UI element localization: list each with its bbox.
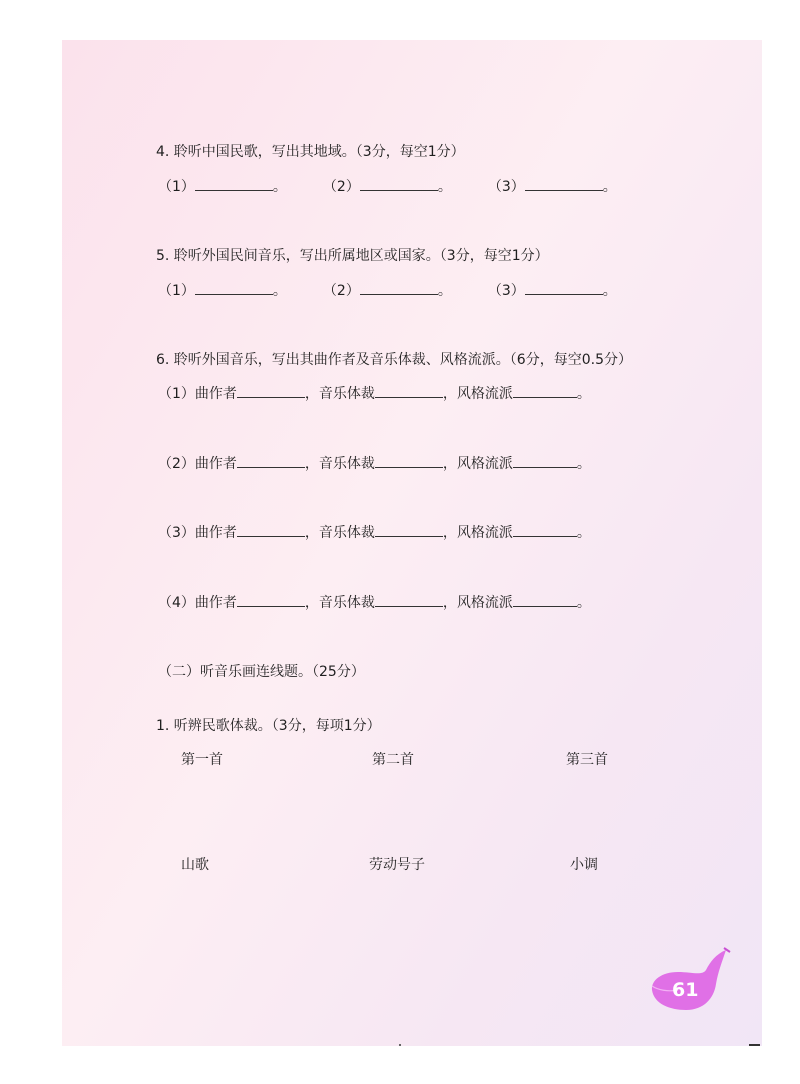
q1-title: 1. 听辨民歌体裁。（3分，每项1分）	[156, 718, 381, 734]
q5-blank1-label: （1）	[158, 283, 195, 299]
q6-row-1: （1）曲作者 ，音乐体裁 ，风格流派 。	[158, 386, 591, 402]
q4-blank1[interactable]	[195, 178, 273, 191]
q6-row-4: （4）曲作者 ，音乐体裁 ，风格流派 。	[158, 595, 591, 611]
section2-title: （二）听音乐画连线题。（25分）	[158, 664, 365, 680]
q4-blank1-label: （1）	[158, 179, 195, 195]
q5-blank1[interactable]	[195, 282, 273, 295]
q6-row-3: （3）曲作者 ，音乐体裁 ，风格流派 。	[158, 525, 591, 541]
match-bottom-1[interactable]: 山歌	[181, 857, 209, 873]
q4-blank3[interactable]	[525, 178, 603, 191]
q5-blank2-label: （2）	[322, 283, 360, 299]
q4-answers: （1） 。 （2） 。 （3） 。	[158, 179, 617, 195]
q6-row4-composer-blank[interactable]	[237, 594, 305, 607]
q6-row3-genre-blank[interactable]	[375, 524, 443, 537]
q6-row1-composer-blank[interactable]	[237, 385, 305, 398]
q4-title: 4. 聆听中国民歌，写出其地域。（3分，每空1分）	[156, 144, 465, 160]
q5-blank2[interactable]	[360, 282, 438, 295]
q5-blank3[interactable]	[525, 282, 603, 295]
q6-title: 6. 聆听外国音乐，写出其曲作者及音乐体裁、风格流派。（6分，每空0.5分）	[156, 352, 632, 368]
q6-row4-genre-blank[interactable]	[375, 594, 443, 607]
q6-row3-style-blank[interactable]	[513, 524, 577, 537]
match-bottom-3[interactable]: 小调	[570, 857, 598, 873]
q4-blank2-label: （2）	[322, 179, 360, 195]
q6-row2-genre-blank[interactable]	[375, 455, 443, 468]
match-bottom-2[interactable]: 劳动号子	[369, 857, 425, 873]
q5-answers: （1） 。 （2） 。 （3） 。	[158, 283, 617, 299]
q6-row-2: （2）曲作者 ，音乐体裁 ，风格流派 。	[158, 456, 591, 472]
q6-row2-composer-blank[interactable]	[237, 455, 305, 468]
q6-row1-genre-blank[interactable]	[375, 385, 443, 398]
q6-row3-composer-blank[interactable]	[237, 524, 305, 537]
crop-mark	[749, 1044, 760, 1046]
q6-row2-style-blank[interactable]	[513, 455, 577, 468]
match-top-2[interactable]: 第二首	[372, 752, 414, 768]
q5-blank3-label: （3）	[487, 283, 525, 299]
page-number: 61	[672, 979, 699, 1001]
print-mark	[399, 1044, 401, 1046]
match-top-3[interactable]: 第三首	[566, 752, 608, 768]
q4-blank2[interactable]	[360, 178, 438, 191]
match-top-1[interactable]: 第一首	[181, 752, 223, 768]
q6-row1-style-blank[interactable]	[513, 385, 577, 398]
q6-row4-style-blank[interactable]	[513, 594, 577, 607]
q4-blank3-label: （3）	[487, 179, 525, 195]
q5-title: 5. 聆听外国民间音乐，写出所属地区或国家。（3分，每空1分）	[156, 248, 549, 264]
